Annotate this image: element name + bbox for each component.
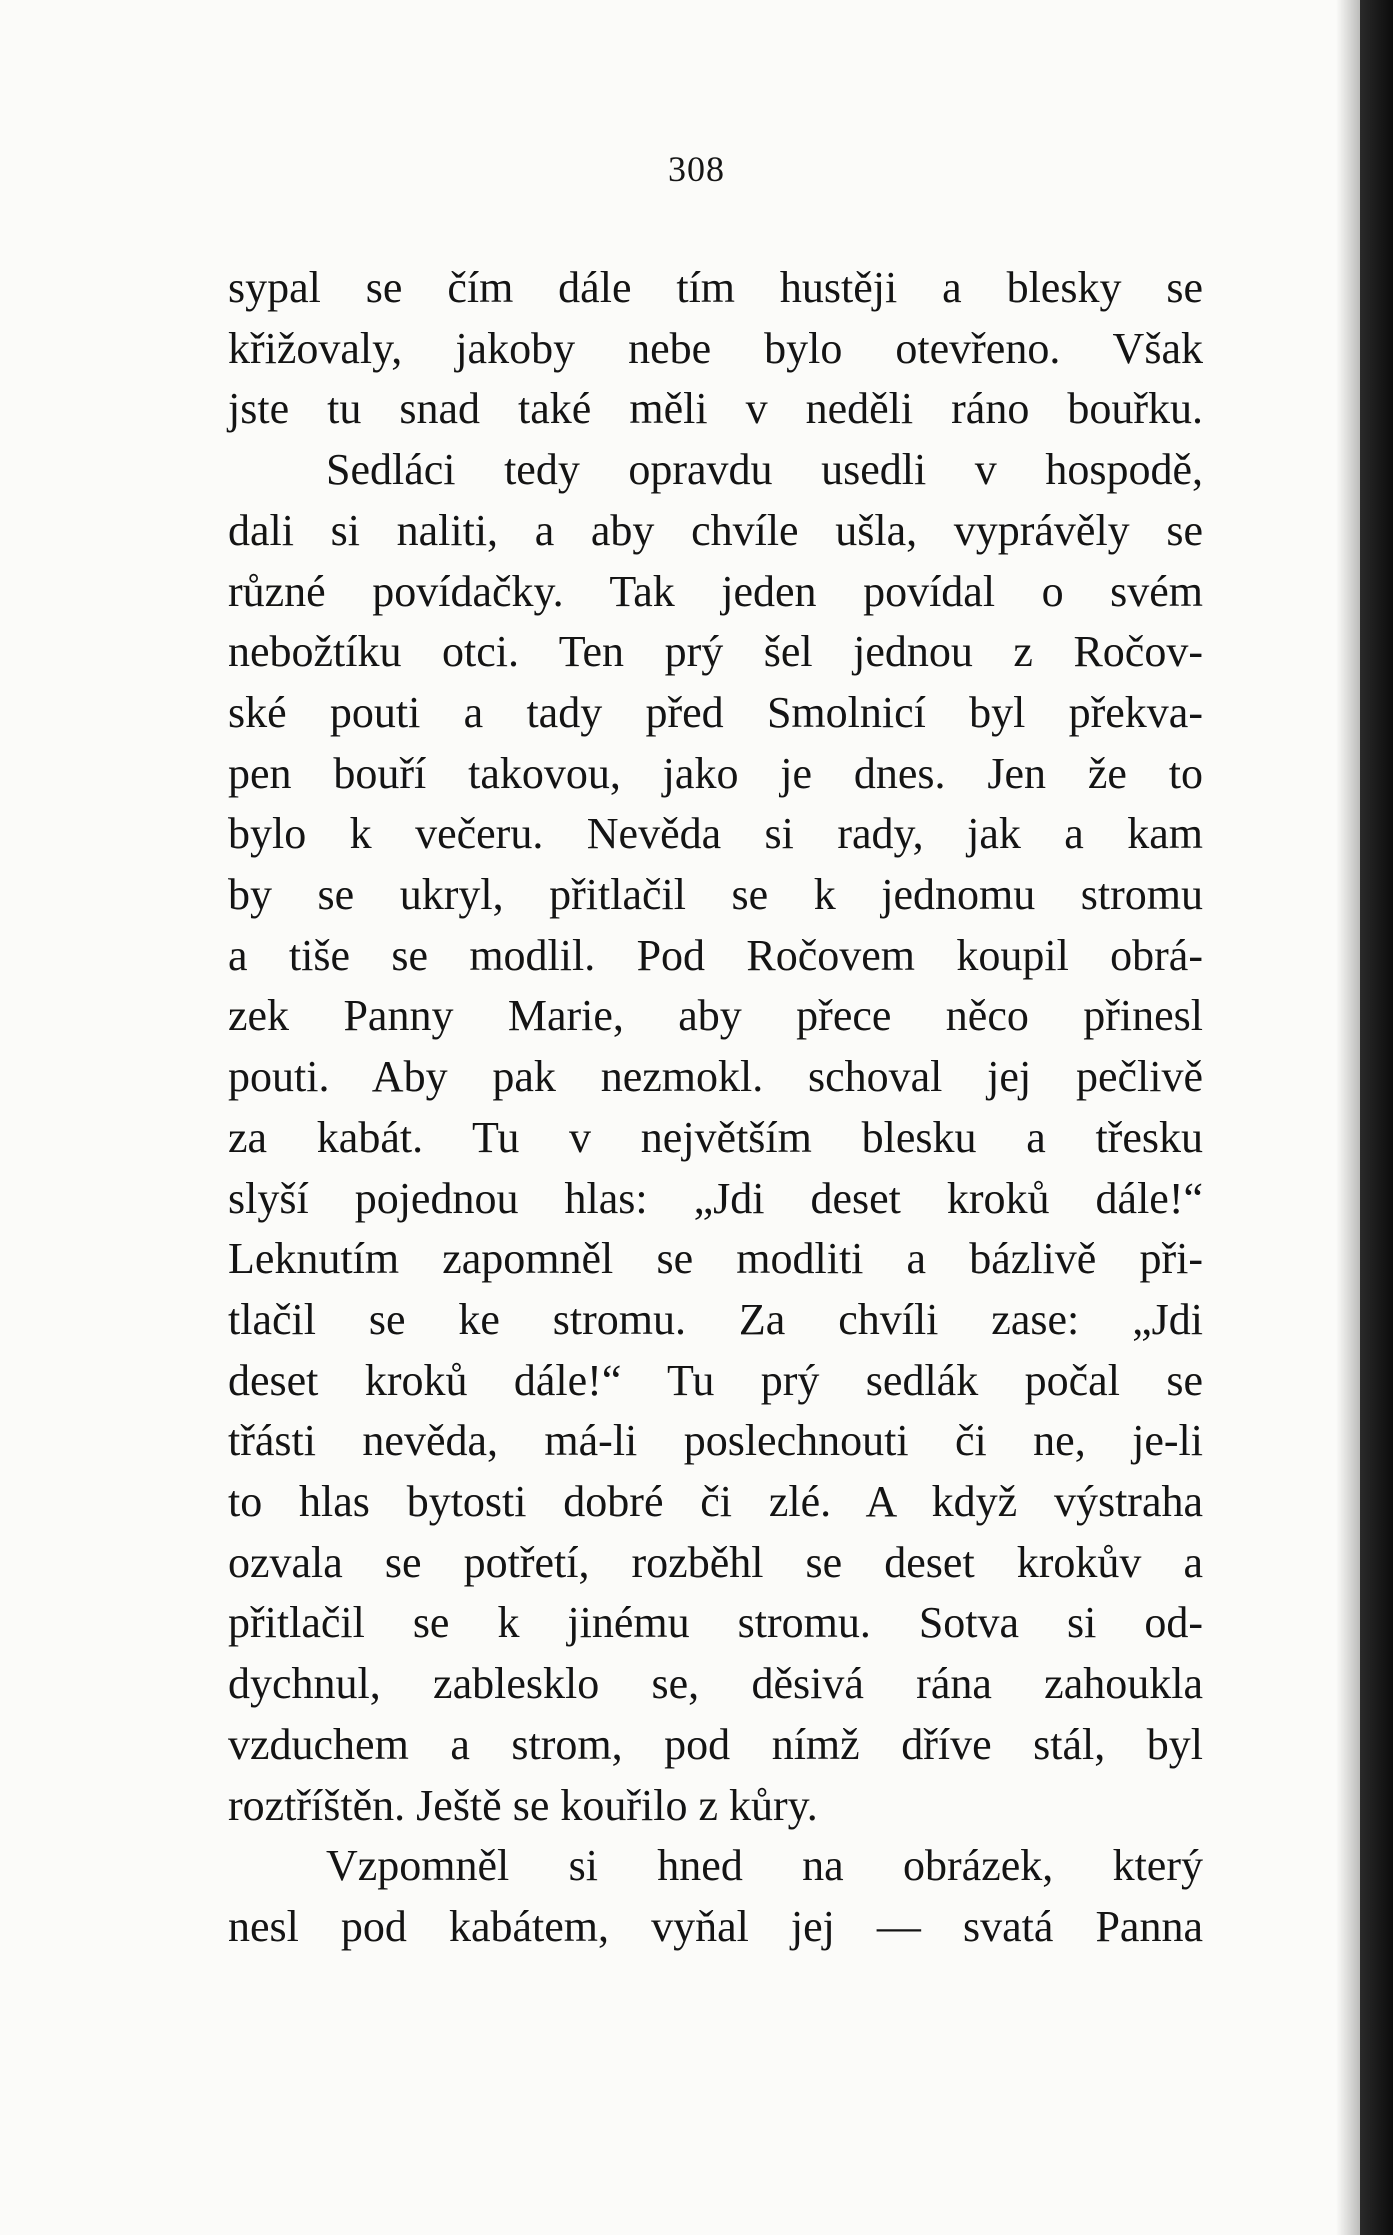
page-text [228, 258, 1203, 1958]
text-line: dychnul, zablesklo se, děsivá rána zahoukla [228, 1659, 1203, 1709]
page-edge-shadow [1336, 0, 1360, 2235]
text-line: slyší pojednou hlas: „Jdi deset kroků dále!“ [228, 1173, 1203, 1223]
text-line: Leknutím zapomněl se modliti a bázlivě při- [228, 1234, 1203, 1284]
text-line: třásti nevěda, má-li poslechnouti či ne, je-li [228, 1416, 1203, 1466]
text-line: bylo k večeru. Nevěda si rady, jak a kam [228, 809, 1203, 859]
text-line: to hlas bytosti dobré či zlé. A když výstraha [228, 1477, 1203, 1527]
text-line: za kabát. Tu v největším blesku a třesku [228, 1112, 1203, 1162]
text-line: vzduchem a strom, pod nímž dříve stál, byl [228, 1719, 1203, 1769]
text-line: dali si naliti, a aby chvíle ušla, vyprávěly se [228, 505, 1203, 555]
text-line: Sedláci tedy opravdu usedli v hospodě, [326, 445, 1203, 495]
text-line: ské pouti a tady před Smolnicí byl překva- [228, 687, 1203, 737]
text-line: zek Panny Marie, aby přece něco přinesl [228, 991, 1203, 1041]
text-line: nesl pod kabátem, vyňal jej — svatá Panna [228, 1901, 1203, 1951]
text-line: roztříštěn. Ještě se kouřilo z kůry. [228, 1780, 818, 1830]
text-line: přitlačil se k jinému stromu. Sotva si od- [228, 1598, 1203, 1648]
text-line: nebožtíku otci. Ten prý šel jednou z Ročov- [228, 627, 1203, 677]
text-line: křižovaly, jakoby nebe bylo otevřeno. Však [228, 323, 1203, 373]
scan-border [1360, 0, 1393, 2235]
text-line: pouti. Aby pak nezmokl. schoval jej pečlivě [228, 1052, 1203, 1102]
text-line: jste tu snad také měli v neděli ráno bouřku. [228, 384, 1203, 434]
text-line: tlačil se ke stromu. Za chvíli zase: „Jdi [228, 1294, 1203, 1344]
text-line: by se ukryl, přitlačil se k jednomu stromu [228, 870, 1203, 920]
text-line: ozvala se potřetí, rozběhl se deset krokův a [228, 1537, 1203, 1587]
text-line: deset kroků dále!“ Tu prý sedlák počal se [228, 1355, 1203, 1405]
page-number: 308 [668, 149, 725, 189]
text-line: sypal se čím dále tím hustěji a blesky se [228, 263, 1203, 312]
text-line: Vzpomněl si hned na obrázek, který [326, 1841, 1203, 1891]
text-line: různé povídačky. Tak jeden povídal o svém [228, 566, 1203, 616]
text-line: a tiše se modlil. Pod Ročovem koupil obrá- [228, 930, 1203, 980]
text-line: pen bouří takovou, jako je dnes. Jen že to [228, 748, 1203, 798]
